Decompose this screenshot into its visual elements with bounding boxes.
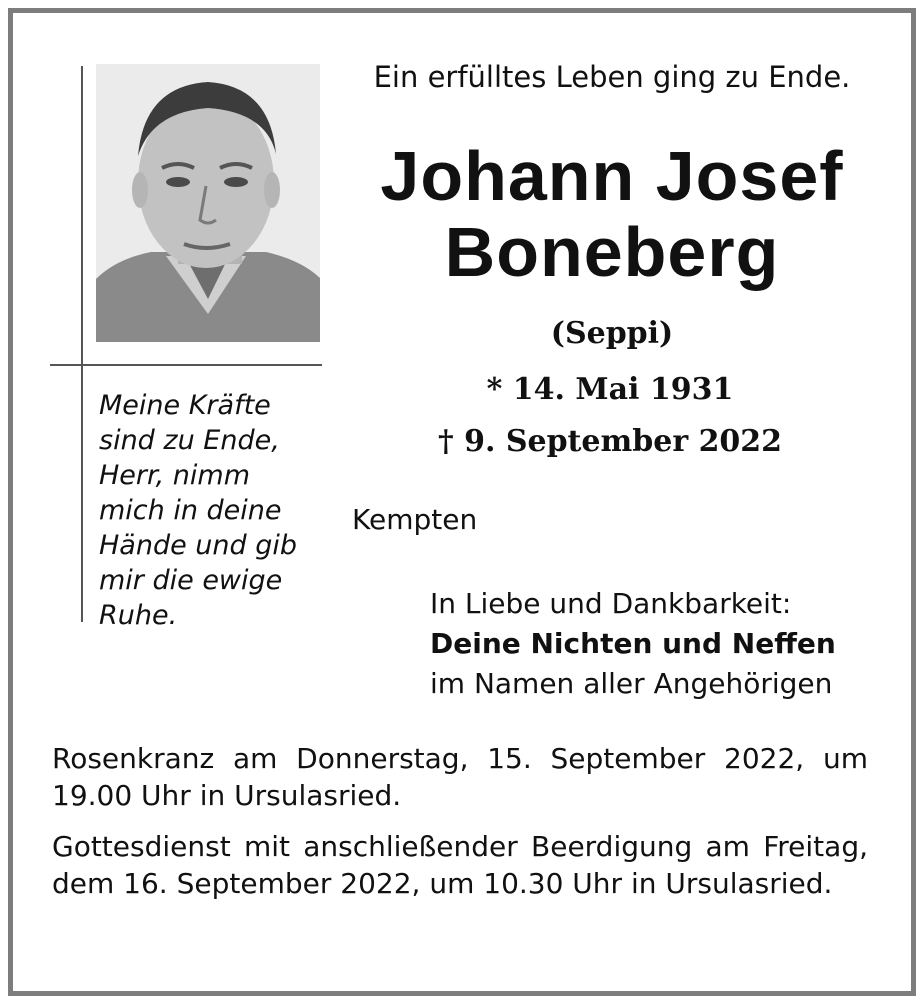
quote-line: mich in deine [99, 495, 282, 526]
name-first-line: Johann Josef [380, 137, 844, 215]
horizontal-rule [50, 364, 322, 366]
funeral-notice: Gottesdienst mit anschließender Beerdigung am Freitag, dem 16. September 2022, um 10.30 Uhr in Ursulasried. [52, 830, 868, 900]
place-name: Kempten [352, 503, 478, 536]
nickname: (Seppi) [550, 316, 674, 351]
rosary-notice: Rosenkranz am Donnerstag, 15. September 2022, um 19.00 Uhr in Ursulasried. [52, 742, 868, 812]
quote-line: sind zu Ende, [99, 425, 280, 456]
quote-line: Ruhe. [99, 600, 178, 631]
signature-relatives: im Namen aller Angehörigen [430, 667, 833, 700]
quote-line: Meine Kräfte [99, 390, 271, 421]
vertical-rule [81, 66, 83, 622]
quote-line: mir die ewige [99, 565, 283, 596]
quote-line: Herr, nimm [99, 460, 251, 491]
death-date: † 9. September 2022 [437, 424, 783, 459]
name-last-line: Boneberg [444, 213, 780, 291]
deceased-name [342, 138, 882, 290]
quote-line: Hände und gib [99, 530, 298, 561]
quote-verse [99, 388, 329, 633]
birth-date: * 14. Mai 1931 [486, 372, 734, 407]
intro-line: Ein erfülltes Leben ging zu Ende. [373, 60, 851, 94]
portrait-photo [96, 64, 320, 342]
signature-mourners: Deine Nichten und Neffen [430, 627, 836, 660]
signature-intro: In Liebe und Dankbarkeit: [430, 587, 792, 620]
signature-block [430, 584, 836, 704]
